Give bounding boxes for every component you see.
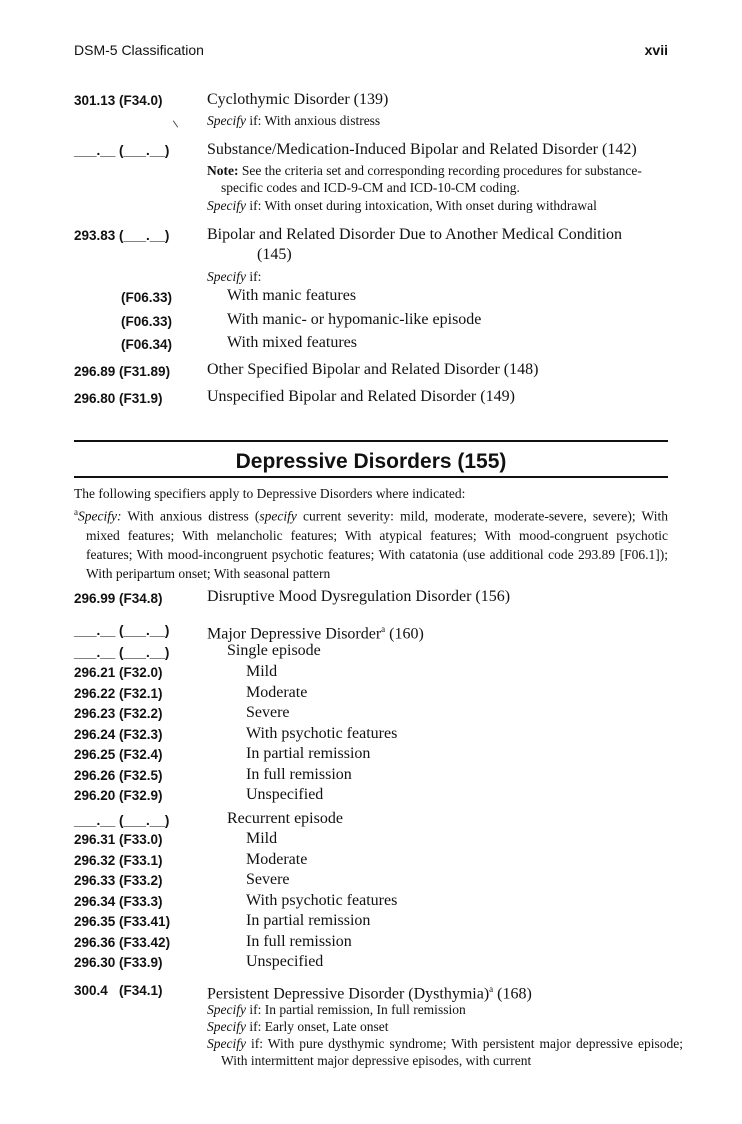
code-dmdd: 296.99 (F34.8): [74, 591, 163, 606]
severity-item: In partial remission: [246, 912, 371, 929]
header-title: DSM-5 Classification: [74, 42, 204, 58]
specifier-substance: Specify if: With onset during intoxication, With onset during withdrawal: [207, 198, 597, 213]
medical-item: With mixed features: [227, 334, 357, 351]
diagnosis-code: 296.23 (F32.2): [74, 706, 163, 721]
entry-mdd: Major Depressive Disorder$^a$ (160): [207, 624, 424, 643]
code-pdd: 300.4 (F34.1): [74, 983, 163, 998]
severity-item: Severe: [246, 871, 290, 888]
entry-medical-page: (145): [257, 246, 292, 263]
severity-item: Unspecified: [246, 786, 324, 803]
diagnosis-code: 296.31 (F33.0): [74, 832, 163, 847]
diagnosis-code: 296.34 (F33.3): [74, 893, 163, 909]
code-unspecified-bipolar: 296.80 (F31.9): [74, 391, 163, 406]
severity-item: Mild: [246, 663, 278, 680]
diagnosis-code: 296.22 (F32.1): [74, 685, 163, 701]
note-substance: Note: See the criteria set and corresponding recording procedures for substance-specific codes and ICD-9-CM and ICD-10-CM coding.: [207, 163, 642, 195]
code-substance: ___.__ (___.__): [74, 143, 170, 158]
entry-other-bipolar: Other Specified Bipolar and Related Disorder (148): [207, 361, 539, 378]
entry-substance: Substance/Medication-Induced Bipolar and Related Disorder (142): [207, 141, 637, 158]
entry-cyclothymic: Cyclothymic Disorder (139): [207, 91, 389, 108]
diagnosis-code: 296.21 (F32.0): [74, 665, 163, 680]
diagnosis-code: 296.36 (F33.42): [74, 934, 171, 950]
entry-medical: Bipolar and Related Disorder Due to Another Medical Condition: [207, 226, 623, 243]
section-heading: Depressive Disorders (155): [235, 450, 507, 473]
specifier-medical: Specify if:: [207, 269, 262, 284]
recurrent-episode: Recurrent episode: [227, 810, 343, 827]
specifier-pdd: Specify if: With pure dysthymic syndrome; With persistent major depressive episode; With intermittent major depressive episodes, with current: [207, 1036, 683, 1068]
diagnosis-code: 296.30 (F33.9): [74, 955, 163, 970]
specifier-pdd: Specify if: Early onset, Late onset: [207, 1019, 389, 1034]
entry-unspecified-bipolar: Unspecified Bipolar and Related Disorder (149): [207, 388, 515, 405]
diagnosis-code: 296.26 (F32.5): [74, 767, 163, 783]
diagnosis-code: 296.24 (F32.3): [74, 726, 163, 742]
entry-pdd: Persistent Depressive Disorder (Dysthymia)$^a$ (168): [207, 984, 532, 1003]
code-mdd: ___.__ (___.__): [74, 623, 170, 638]
diagnosis-code: 296.33 (F33.2): [74, 873, 163, 888]
code-medical-item: (F06.33): [121, 290, 173, 305]
severity-item: Moderate: [246, 850, 308, 868]
specifier-pdd: Specify if: In partial remission, In full remission: [207, 1002, 466, 1017]
code-recurrent-episode: ___.__ (___.__): [74, 813, 170, 828]
section-rule-top: [74, 440, 668, 442]
intro-line: The following specifiers apply to Depressive Disorders where indicated:: [74, 486, 466, 501]
severity-item: With psychotic features: [246, 891, 398, 909]
single-episode: Single episode: [227, 642, 321, 659]
diagnosis-code: 296.35 (F33.41): [74, 914, 171, 929]
diagnosis-code: 296.32 (F33.1): [74, 852, 163, 868]
code-other-bipolar: 296.89 (F31.89): [74, 364, 171, 379]
specifier-cyclothymic: Specify if: With anxious distress: [207, 113, 381, 128]
severity-item: Mild: [246, 830, 278, 847]
entry-dmdd: Disruptive Mood Dysregulation Disorder (156): [207, 588, 511, 605]
diagnosis-code: 296.20 (F32.9): [74, 788, 163, 803]
section-intro: [74, 484, 668, 583]
code-medical-item: (F06.34): [121, 337, 173, 352]
page-number: xvii: [644, 42, 668, 58]
diagnosis-code: 296.25 (F32.4): [74, 747, 163, 762]
medical-item: With manic- or hypomanic-like episode: [227, 311, 482, 328]
severity-item: Moderate: [246, 683, 308, 701]
severity-item: In full remission: [246, 932, 352, 950]
code-single-episode: ___.__ (___.__): [74, 645, 170, 660]
severity-item: In partial remission: [246, 745, 371, 762]
severity-item: Unspecified: [246, 953, 324, 970]
running-header: [74, 42, 668, 62]
severity-item: Severe: [246, 704, 290, 721]
section-rule-bottom: [74, 476, 668, 478]
stray-mark: [173, 120, 178, 127]
severity-item: With psychotic features: [246, 724, 398, 742]
code-medical: 293.83 (___.__): [74, 228, 170, 243]
footnote-specifiers: $^a$Specify: With anxious distress (specify current severity: mild, moderate, moderate-severe, severe); With mixed features; With melancholic features; With atypical features; With mood-congruent psychotic features; With mood-incongruent psychotic features; With catatonia (use additional code 293.89 [F06.1]); With peripartum onset; With seasonal pattern: [74, 507, 668, 581]
severity-item: In full remission: [246, 765, 352, 783]
code-medical-item: (F06.33): [121, 314, 173, 329]
code-cyclothymic: 301.13 (F34.0): [74, 93, 163, 108]
medical-item: With manic features: [227, 287, 357, 304]
